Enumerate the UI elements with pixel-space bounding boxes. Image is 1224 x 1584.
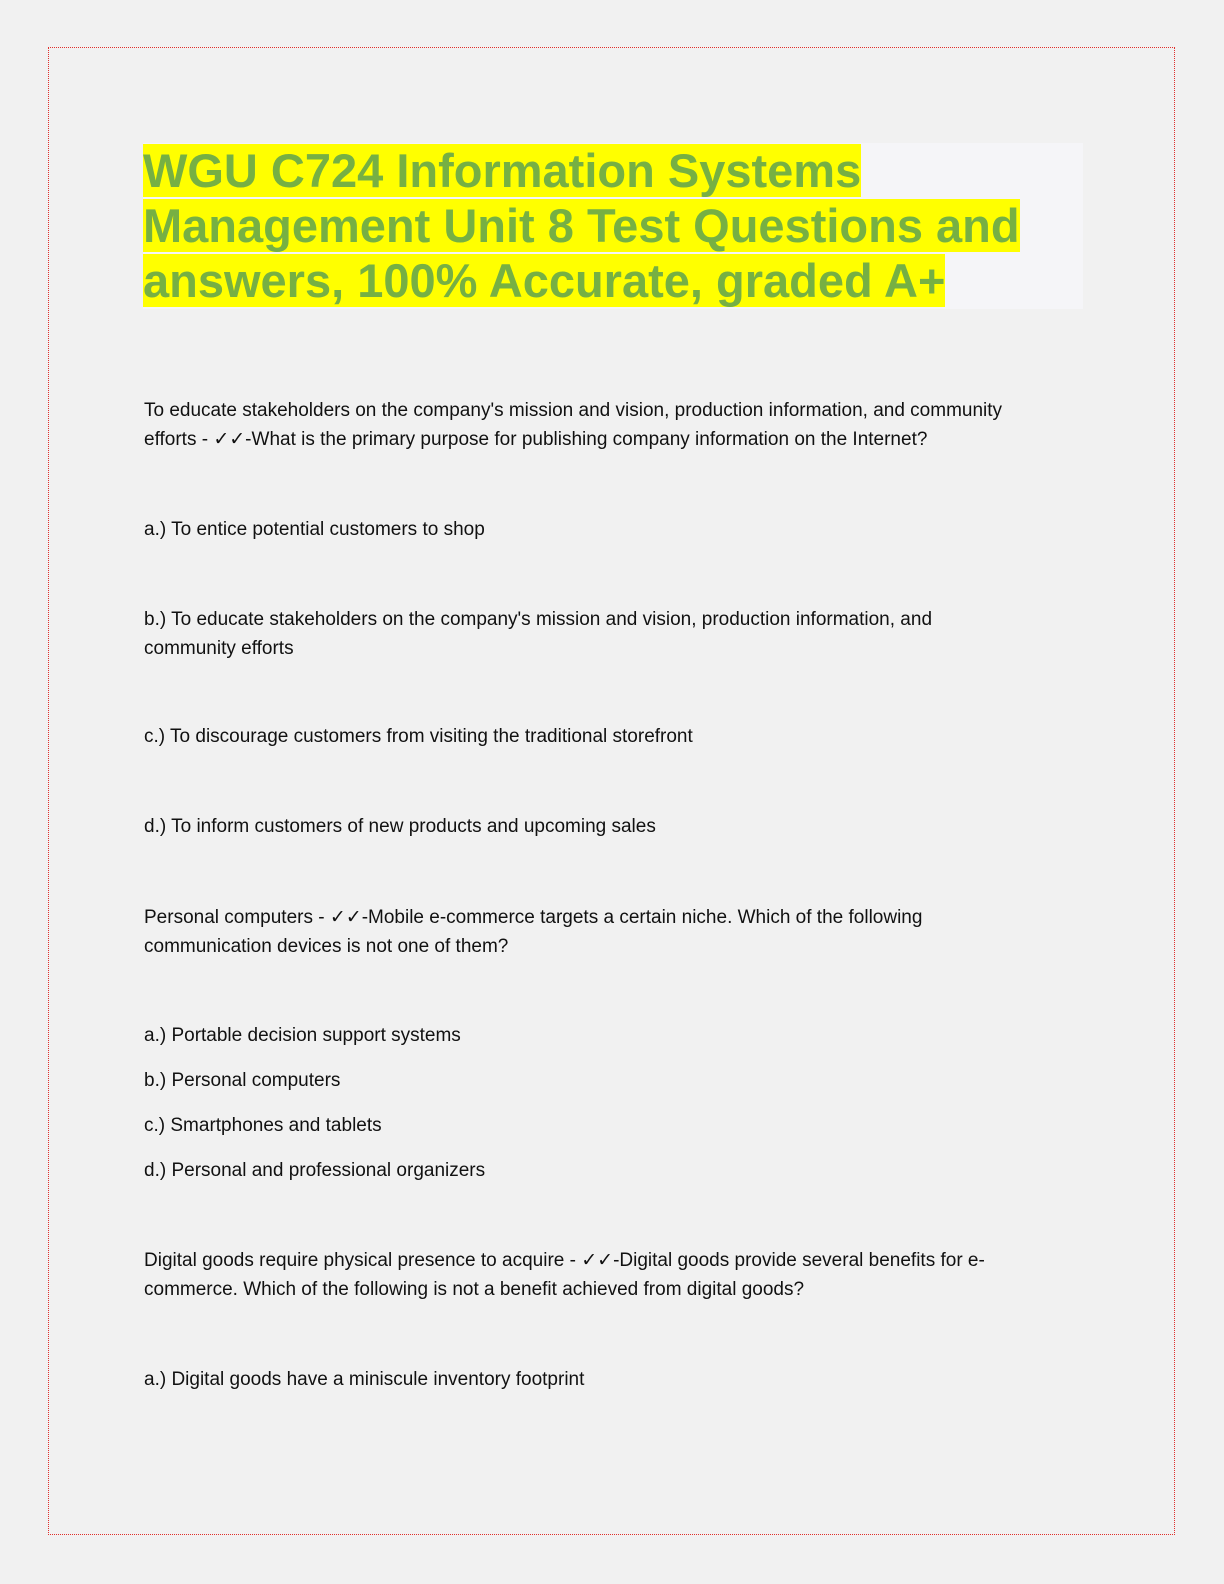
- title-line-1: WGU C724 Information Systems: [143, 144, 862, 197]
- question-3-stem-line-2: commerce. Which of the following is not a benefit achieved from digital goods?: [144, 1279, 805, 1300]
- question-1-stem: [144, 396, 1084, 454]
- question-2-option-a: a.) Portable decision support systems: [144, 1025, 461, 1046]
- question-1-option-b-line-2: community efforts: [144, 638, 294, 659]
- question-1-option-d: d.) To inform customers of new products and upcoming sales: [144, 816, 656, 837]
- title-line-3: answers, 100% Accurate, graded A+: [143, 254, 946, 307]
- question-1-stem-line-1: To educate stakeholders on the company's mission and vision, production information, and community: [144, 400, 1003, 421]
- question-1-option-b-line-1: b.) To educate stakeholders on the company's mission and vision, production information, and: [144, 609, 933, 630]
- question-1-option-a: a.) To entice potential customers to shop: [144, 519, 485, 540]
- question-2-option-c: c.) Smartphones and tablets: [144, 1115, 382, 1136]
- question-2-stem: [144, 903, 1084, 961]
- question-2-stem-line-1: Personal computers - ✓✓-Mobile e-commerce targets a certain niche. Which of the following: [144, 907, 923, 928]
- question-3-stem-line-1: Digital goods require physical presence to acquire - ✓✓-Digital goods provide several benefits for e-: [144, 1250, 985, 1271]
- document-title: [143, 143, 1083, 308]
- question-2-option-b: b.) Personal computers: [144, 1070, 341, 1091]
- title-block: [143, 143, 1083, 309]
- question-1-option-b: [144, 605, 1084, 663]
- question-1-stem-line-2: efforts - ✓✓-What is the primary purpose for publishing company information on the Internet?: [144, 429, 928, 450]
- question-3-option-a: a.) Digital goods have a miniscule inventory footprint: [144, 1369, 585, 1390]
- question-3-stem: [144, 1246, 1084, 1304]
- title-line-2: Management Unit 8 Test Questions and: [143, 199, 1020, 252]
- question-2-option-d: d.) Personal and professional organizers: [144, 1160, 486, 1181]
- question-2-stem-line-2: communication devices is not one of them?: [144, 936, 509, 957]
- question-1-option-c: c.) To discourage customers from visiting the traditional storefront: [144, 726, 693, 747]
